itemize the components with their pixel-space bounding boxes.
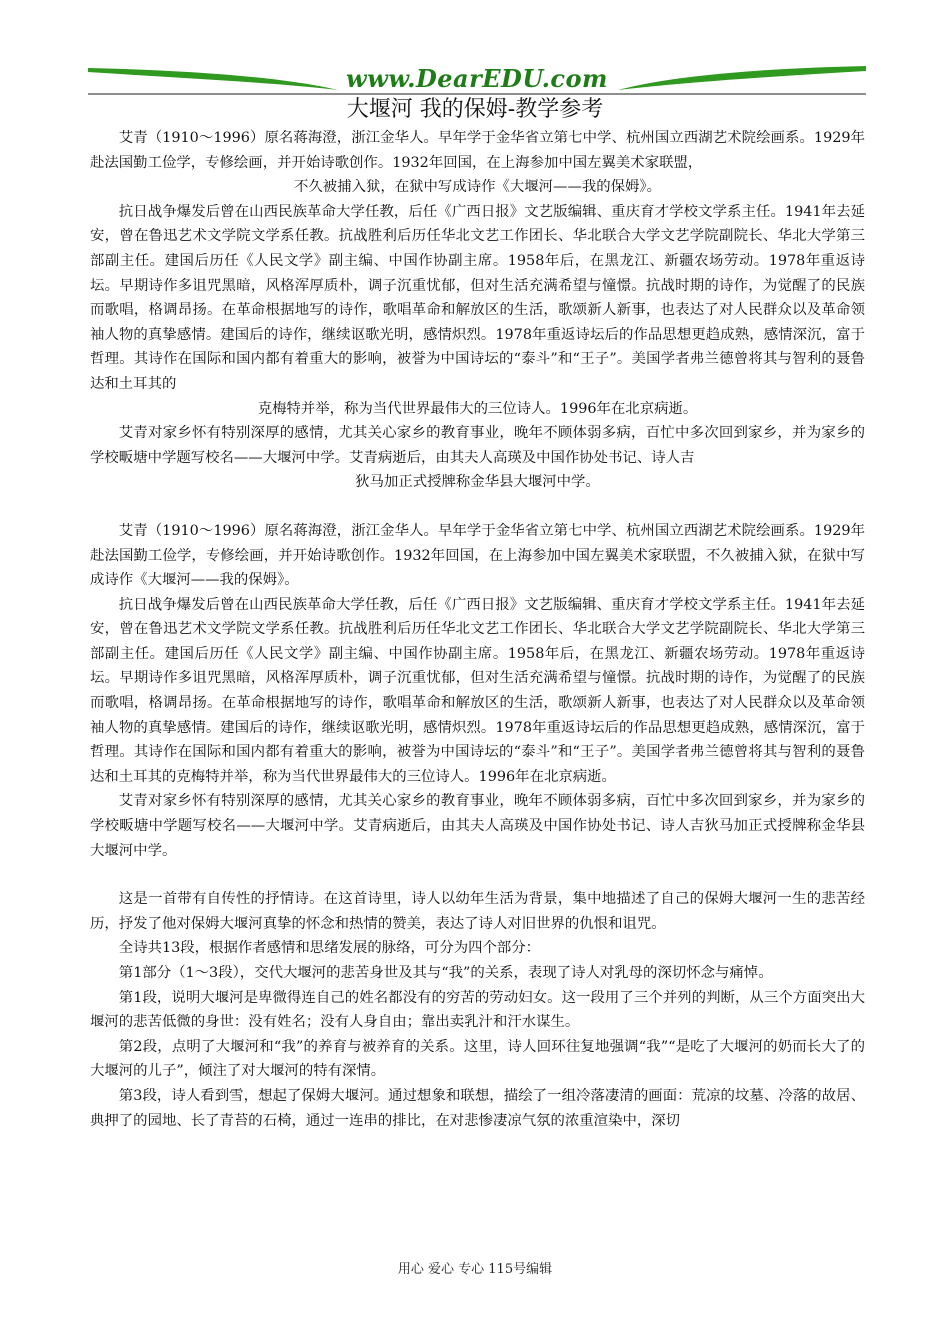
s1-paragraph-1b: 不久被捕入狱，在狱中写成诗作《大堰河——我的保姆》。 (294, 179, 661, 196)
s1-paragraph-2b: 克梅特并举，称为当代世界最伟大的三位诗人。1996年在北京病逝。 (257, 400, 698, 417)
s3-paragraph-2: 全诗共13段，根据作者感情和思绪发展的脉络，可分为四个部分： (118, 940, 541, 957)
s3-paragraph-4: 第1段，说明大堰河是卑微得连自己的姓名都没有的穷苦的劳动妇女。这一段用了三个并列的判断，从三个方面突出大堰河的悲苦低微的身世：没有姓名；没有人身自由；靠出卖乳汁和汗水谋生。 (90, 989, 865, 1031)
s1-paragraph-3b: 狄马加正式授牌称金华县大堰河中学。 (355, 474, 600, 491)
s2-paragraph-1: 艾青（1910～1996）原名蒋海澄，浙江金华人。早年学于金华省立第七中学、杭州国立西湖艺术院绘画系。1929年赴法国勤工俭学，专修绘画，并开始诗歌创作。1932年回国，在上海参加中国左翼美术家联盟，不久被捕入狱，在狱中写成诗作《大堰河——我的保姆》。 (90, 522, 865, 589)
s3-paragraph-3: 第1部分（1～3段），交代大堰河的悲苦身世及其与“我”的关系，表现了诗人对乳母的深切怀念与痛悼。 (118, 965, 773, 981)
document-title: 大堰河 我的保姆-教学参考 (346, 97, 604, 122)
s1-paragraph-2a: 抗日战争爆发后曾在山西民族革命大学任教，后任《广西日报》文艺版编辑、重庆育才学校文学系主任。1941年去延安，曾在鲁迅艺术文学院文学系任教。抗战胜利后历任华北文艺工作团长、华北联合大学文艺学院副院长、华北大学第三部副主任。建国后历任《人民文学》副主编、中国作协副主席。1958年后，在黑龙江、新疆农场劳动。1978年重返诗坛。早期诗作多诅咒黑暗，风格浑厚质朴，调子沉重忧郁，但对生活充满希望与憧憬。抗战时期的诗作，为觉醒了的民族而歌唱，格调昂扬。在革命根据地写的诗作，歌唱革命和解放区的生活，歌颂新人新事，也表达了对人民群众以及革命领袖人物的真挚感情。建国后的诗作，继续讴歌光明，感情炽烈。1978年重返诗坛后的作品思想更趋成熟，感情深沉，富于哲理。其诗作在国际和国内都有着重大的影响，被誉为中国诗坛的“泰斗”和“王子”。美国学者弗兰德曾将其与智利的聂鲁达和土耳其的 (90, 203, 865, 392)
s2-paragraph-2: 抗日战争爆发后曾在山西民族革命大学任教，后任《广西日报》文艺版编辑、重庆育才学校文学系主任。1941年去延安，曾在鲁迅艺术文学院文学系任教。抗战胜利后历任华北文艺工作团长、华北联合大学文艺学院副院长、华北大学第三部副主任。建国后历任《人民文学》副主编、中国作协副主席。1958年后，在黑龙江、新疆农场劳动。1978年重返诗坛。早期诗作多诅咒黑暗，风格浑厚质朴，调子沉重忧郁，但对生活充满希望与憧憬。抗战时期的诗作，为觉醒了的民族而歌唱，格调昂扬。在革命根据地写的诗作，歌唱革命和解放区的生活，歌颂新人新事，也表达了对人民群众以及革命领袖人物的真挚感情。建国后的诗作，继续讴歌光明，感情炽烈。1978年重返诗坛后的作品思想更趋成熟，感情深沉，富于哲理。其诗作在国际和国内都有着重大的影响，被誉为中国诗坛的“泰斗”和“王子”。美国学者弗兰德曾将其与智利的聂鲁达和土耳其的克梅特并举，称为当代世界最伟大的三位诗人。1996年在北京病逝。 (90, 596, 865, 785)
section-gap (90, 863, 865, 887)
s1-paragraph-1a: 艾青（1910～1996）原名蒋海澄，浙江金华人。早年学于金华省立第七中学、杭州国立西湖艺术院绘画系。1929年赴法国勤工俭学，专修绘画，并开始诗歌创作。1932年回国，在上海参加中国左翼美术家联盟， (90, 130, 865, 171)
page-footer: 用心 爱心 专心 115号编辑 (397, 1262, 553, 1277)
document-body (90, 126, 865, 1133)
s3-paragraph-5: 第2段，点明了大堰河和“我”的养育与被养育的关系。这里，诗人回环往复地强调“我”“是吃了大堰河的奶而长大了的大堰河的儿子”，倾注了对大堰河的特有深情。 (90, 1038, 865, 1080)
site-header-banner (88, 60, 866, 98)
s3-paragraph-6: 第3段，诗人看到雪，想起了保姆大堰河。通过想象和联想，描绘了一组冷落凄清的画面：荒凉的坟墓、冷落的故居、典押了的园地、长了青苔的石椅，通过一连串的排比，在对悲惨凄凉气氛的浓重渲染中，深切 (90, 1087, 865, 1129)
s2-paragraph-3: 艾青对家乡怀有特别深厚的感情，尤其关心家乡的教育事业，晚年不顾体弱多病，百忙中多次回到家乡，并为家乡的学校畈塘中学题写校名——大堰河中学。艾青病逝后，由其夫人高瑛及中国作协处书记、诗人吉狄马加正式授牌称金华县大堰河中学。 (90, 793, 865, 859)
s1-paragraph-3a: 艾青对家乡怀有特别深厚的感情，尤其关心家乡的教育事业，晚年不顾体弱多病，百忙中多次回到家乡，并为家乡的学校畈塘中学题写校名——大堰河中学。艾青病逝后，由其夫人高瑛及中国作协处书记、诗人吉 (90, 425, 865, 466)
section-gap (90, 495, 865, 519)
s3-paragraph-1: 这是一首带有自传性的抒情诗。在这首诗里，诗人以幼年生活为背景，集中地描述了自己的保姆大堰河一生的悲苦经历，抒发了他对保姆大堰河真挚的怀念和热情的赞美，表达了诗人对旧世界的仇恨和诅咒。 (90, 891, 865, 932)
site-url-logo: www.DearEDU.com (346, 64, 608, 93)
